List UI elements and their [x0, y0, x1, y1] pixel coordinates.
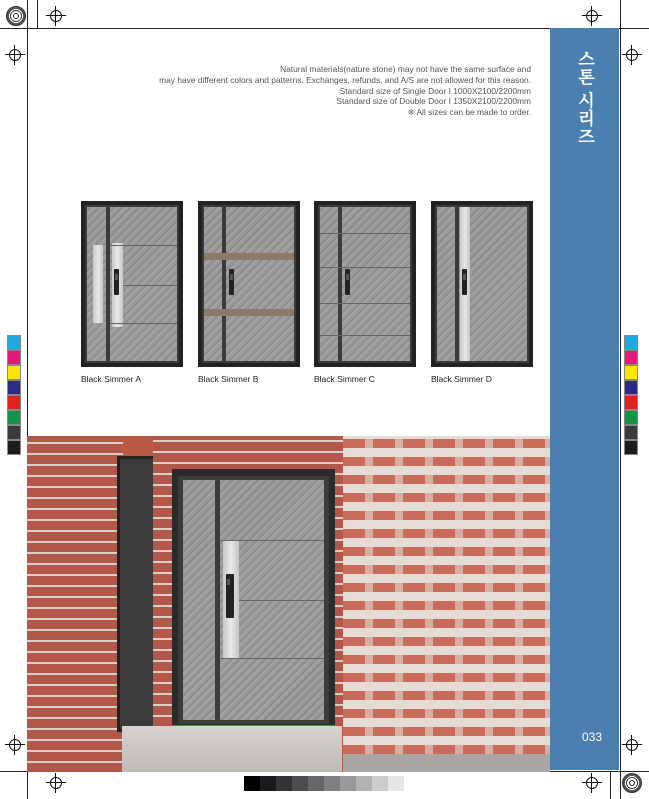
trim-line-inner-left [37, 0, 38, 28]
gray-swatch [276, 776, 292, 791]
color-swatch [7, 395, 21, 410]
door-image-a [81, 201, 183, 367]
gray-swatch [292, 776, 308, 791]
gray-swatch [260, 776, 276, 791]
door-image-c [314, 201, 416, 367]
gray-swatch [372, 776, 388, 791]
note-line: ※ All sizes can be made to order. [407, 107, 531, 118]
page-number: 033 [581, 730, 602, 744]
color-swatch [624, 440, 638, 455]
color-bar-right [624, 335, 638, 455]
registration-target-icon [622, 773, 642, 793]
registration-mark-icon [582, 6, 602, 26]
door-caption: Black Simmer D [431, 374, 492, 384]
color-swatch [624, 335, 638, 350]
registration-mark-icon [5, 45, 25, 65]
gray-swatch [388, 776, 404, 791]
color-swatch [7, 380, 21, 395]
color-swatch [624, 350, 638, 365]
color-swatch [7, 335, 21, 350]
gray-swatch [324, 776, 340, 791]
door-image-d [431, 201, 533, 367]
gray-swatch [308, 776, 324, 791]
gray-scale-strip [244, 776, 404, 791]
side-banner [550, 28, 619, 770]
note-line: Natural materials(nature stone) may not have the same surface and [280, 64, 531, 74]
registration-mark-icon [622, 735, 642, 755]
trim-line-inner-right [610, 772, 611, 799]
series-title: 스톤 시리즈 [575, 50, 594, 146]
color-swatch [624, 380, 638, 395]
color-swatch [624, 410, 638, 425]
door-caption: Black Simmer C [314, 374, 375, 384]
door-caption: Black Simmer B [198, 374, 259, 384]
note-line: may have different colors and patterns. Exchanges, refunds, and A/S are not allowed for this reason. [159, 74, 531, 85]
color-swatch [7, 365, 21, 380]
registration-mark-icon [622, 45, 642, 65]
registration-mark-icon [46, 6, 66, 26]
color-swatch [7, 410, 21, 425]
door-image-b [198, 201, 300, 367]
registration-mark-icon [5, 735, 25, 755]
door-caption: Black Simmer A [81, 374, 141, 384]
product-notes [111, 64, 531, 118]
color-swatch [624, 425, 638, 440]
gray-swatch [356, 776, 372, 791]
registration-mark-icon [46, 773, 66, 793]
note-line: Standard size of Single Door I 1000X2100/2200mm [339, 85, 531, 96]
color-swatch [7, 350, 21, 365]
color-swatch [7, 440, 21, 455]
installation-photo [27, 436, 550, 772]
note-line: Standard size of Double Door I 1350X2100/2200mm [336, 96, 531, 107]
color-swatch [624, 365, 638, 380]
color-swatch [624, 395, 638, 410]
color-swatch [7, 425, 21, 440]
gray-swatch [244, 776, 260, 791]
trim-line-right [620, 0, 621, 799]
gray-swatch [340, 776, 356, 791]
registration-mark-icon [582, 773, 602, 793]
color-bar-left [7, 335, 21, 455]
registration-target-icon [6, 6, 26, 26]
